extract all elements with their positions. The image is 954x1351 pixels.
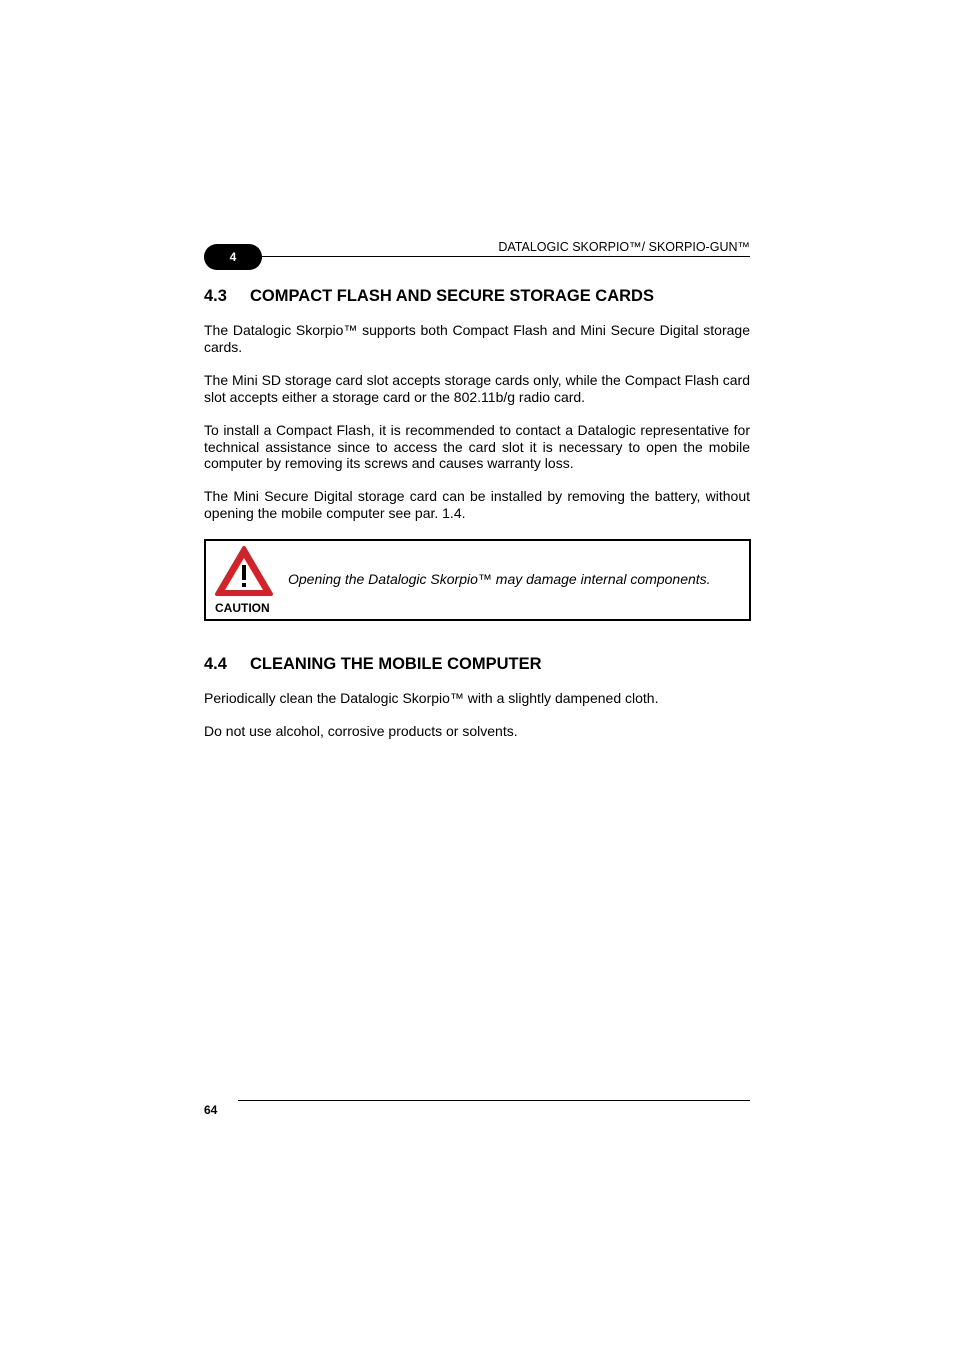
caution-text: Opening the Datalogic Skorpio™ may damage internal components. [288, 571, 711, 587]
paragraph: To install a Compact Flash, it is recommended to contact a Datalogic representative for technical assistance since to access the card slot it is necessary to open the mobile computer by removing its screws and causes warranty loss. [204, 422, 750, 471]
paragraph: The Datalogic Skorpio™ supports both Compact Flash and Mini Secure Digital storage cards. [204, 322, 750, 355]
chapter-badge: 4 [204, 244, 262, 270]
section-title: CLEANING THE MOBILE COMPUTER [250, 655, 542, 673]
section-title: COMPACT FLASH AND SECURE STORAGE CARDS [250, 287, 654, 305]
paragraph: Do not use alcohol, corrosive products or solvents. [204, 723, 518, 739]
footer-rule [238, 1100, 750, 1101]
page-header [204, 236, 750, 272]
paragraph: The Mini SD storage card slot accepts storage cards only, while the Compact Flash card slot accepts either a storage card or the 802.11b/g radio card. [204, 372, 750, 405]
section-heading-4-3 [204, 286, 654, 306]
caution-label: CAUTION [215, 601, 270, 615]
caution-box [204, 539, 751, 621]
warning-triangle-icon [214, 545, 274, 597]
paragraph: The Mini Secure Digital storage card can be installed by removing the battery, without opening the mobile computer see par. 1.4. [204, 488, 750, 521]
paragraph: Periodically clean the Datalogic Skorpio™ with a slightly dampened cloth. [204, 690, 659, 706]
running-header-title: DATALOGIC SKORPIO™/ SKORPIO-GUN™ [498, 240, 750, 254]
header-rule [248, 256, 750, 257]
page-number: 64 [204, 1103, 218, 1117]
section-heading-4-4 [204, 654, 542, 674]
section-number: 4.4 [204, 655, 227, 673]
section-number: 4.3 [204, 287, 227, 305]
